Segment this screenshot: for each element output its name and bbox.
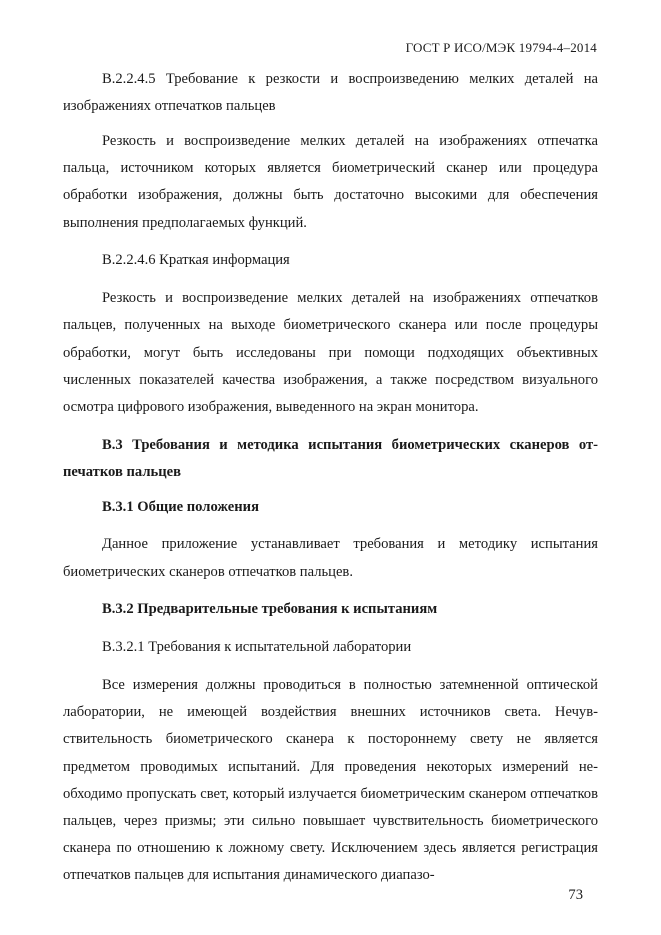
clause-b321-text: Все измерения должны проводиться в полностью затемненной оптической лаборатории, не имеющей воздействия внешних источников света. Нечувствительность биометрического сканера к постороннему свету не является предметом проводимых испытаний. Для проведения некоторых измерений необходимо пропускать свет, который излучается биометрическим сканером отпечатков пальцев, через призмы; эти сильно повышает чувствительность биометрического сканера по отношению к ложному свету. Исключением здесь является регистрация отпечатков пальцев для испытания динамического диапазо- <box>63 677 598 884</box>
section-b31-text: Данное приложение устанавливает требования и методику испытания биометрических сканеров отпечатков пальцев. <box>63 536 598 580</box>
clause-b2245-heading: B.2.2.4.5 Требование к резкости и воспроизведению мелких деталей на изображениях отпечатков пальцев <box>63 71 598 115</box>
section-b31-heading: B.3.1 Общие положения <box>102 498 259 515</box>
page-number: 73 <box>568 887 583 903</box>
clause-b2246-heading: B.2.2.4.6 Краткая информация <box>102 252 290 269</box>
clause-b2246-text: Резкость и воспроизведение мелких деталей на изображениях отпечатков пальцев, полученных на выходе биометрического сканера или после процедуры обработки, могут быть исследованы при помощи подходящих объективных численных показателей качества изображения, а также посредством визуального осмотра цифрового изображения, выведенного на экран монитора. <box>63 290 598 415</box>
section-b32-heading: B.3.2 Предварительные требования к испытаниям <box>102 601 438 618</box>
clause-b2245-text: Резкость и воспроизведение мелких деталей на изображениях отпечатка пальца, источником которых является биометрический сканер или процедура обработки изображения, должны быть достаточно высокими для обеспечения выполнения предполагаемых функций. <box>63 132 598 231</box>
standard-header: ГОСТ Р ИСО/МЭК 19794-4–2014 <box>405 40 597 55</box>
page-body <box>63 66 598 900</box>
section-b3-heading: B.3 Требования и методика испытания биометрических сканеров отпечатков пальцев <box>63 436 598 480</box>
clause-b321-heading: B.3.2.1 Требования к испытательной лаборатории <box>102 639 412 656</box>
